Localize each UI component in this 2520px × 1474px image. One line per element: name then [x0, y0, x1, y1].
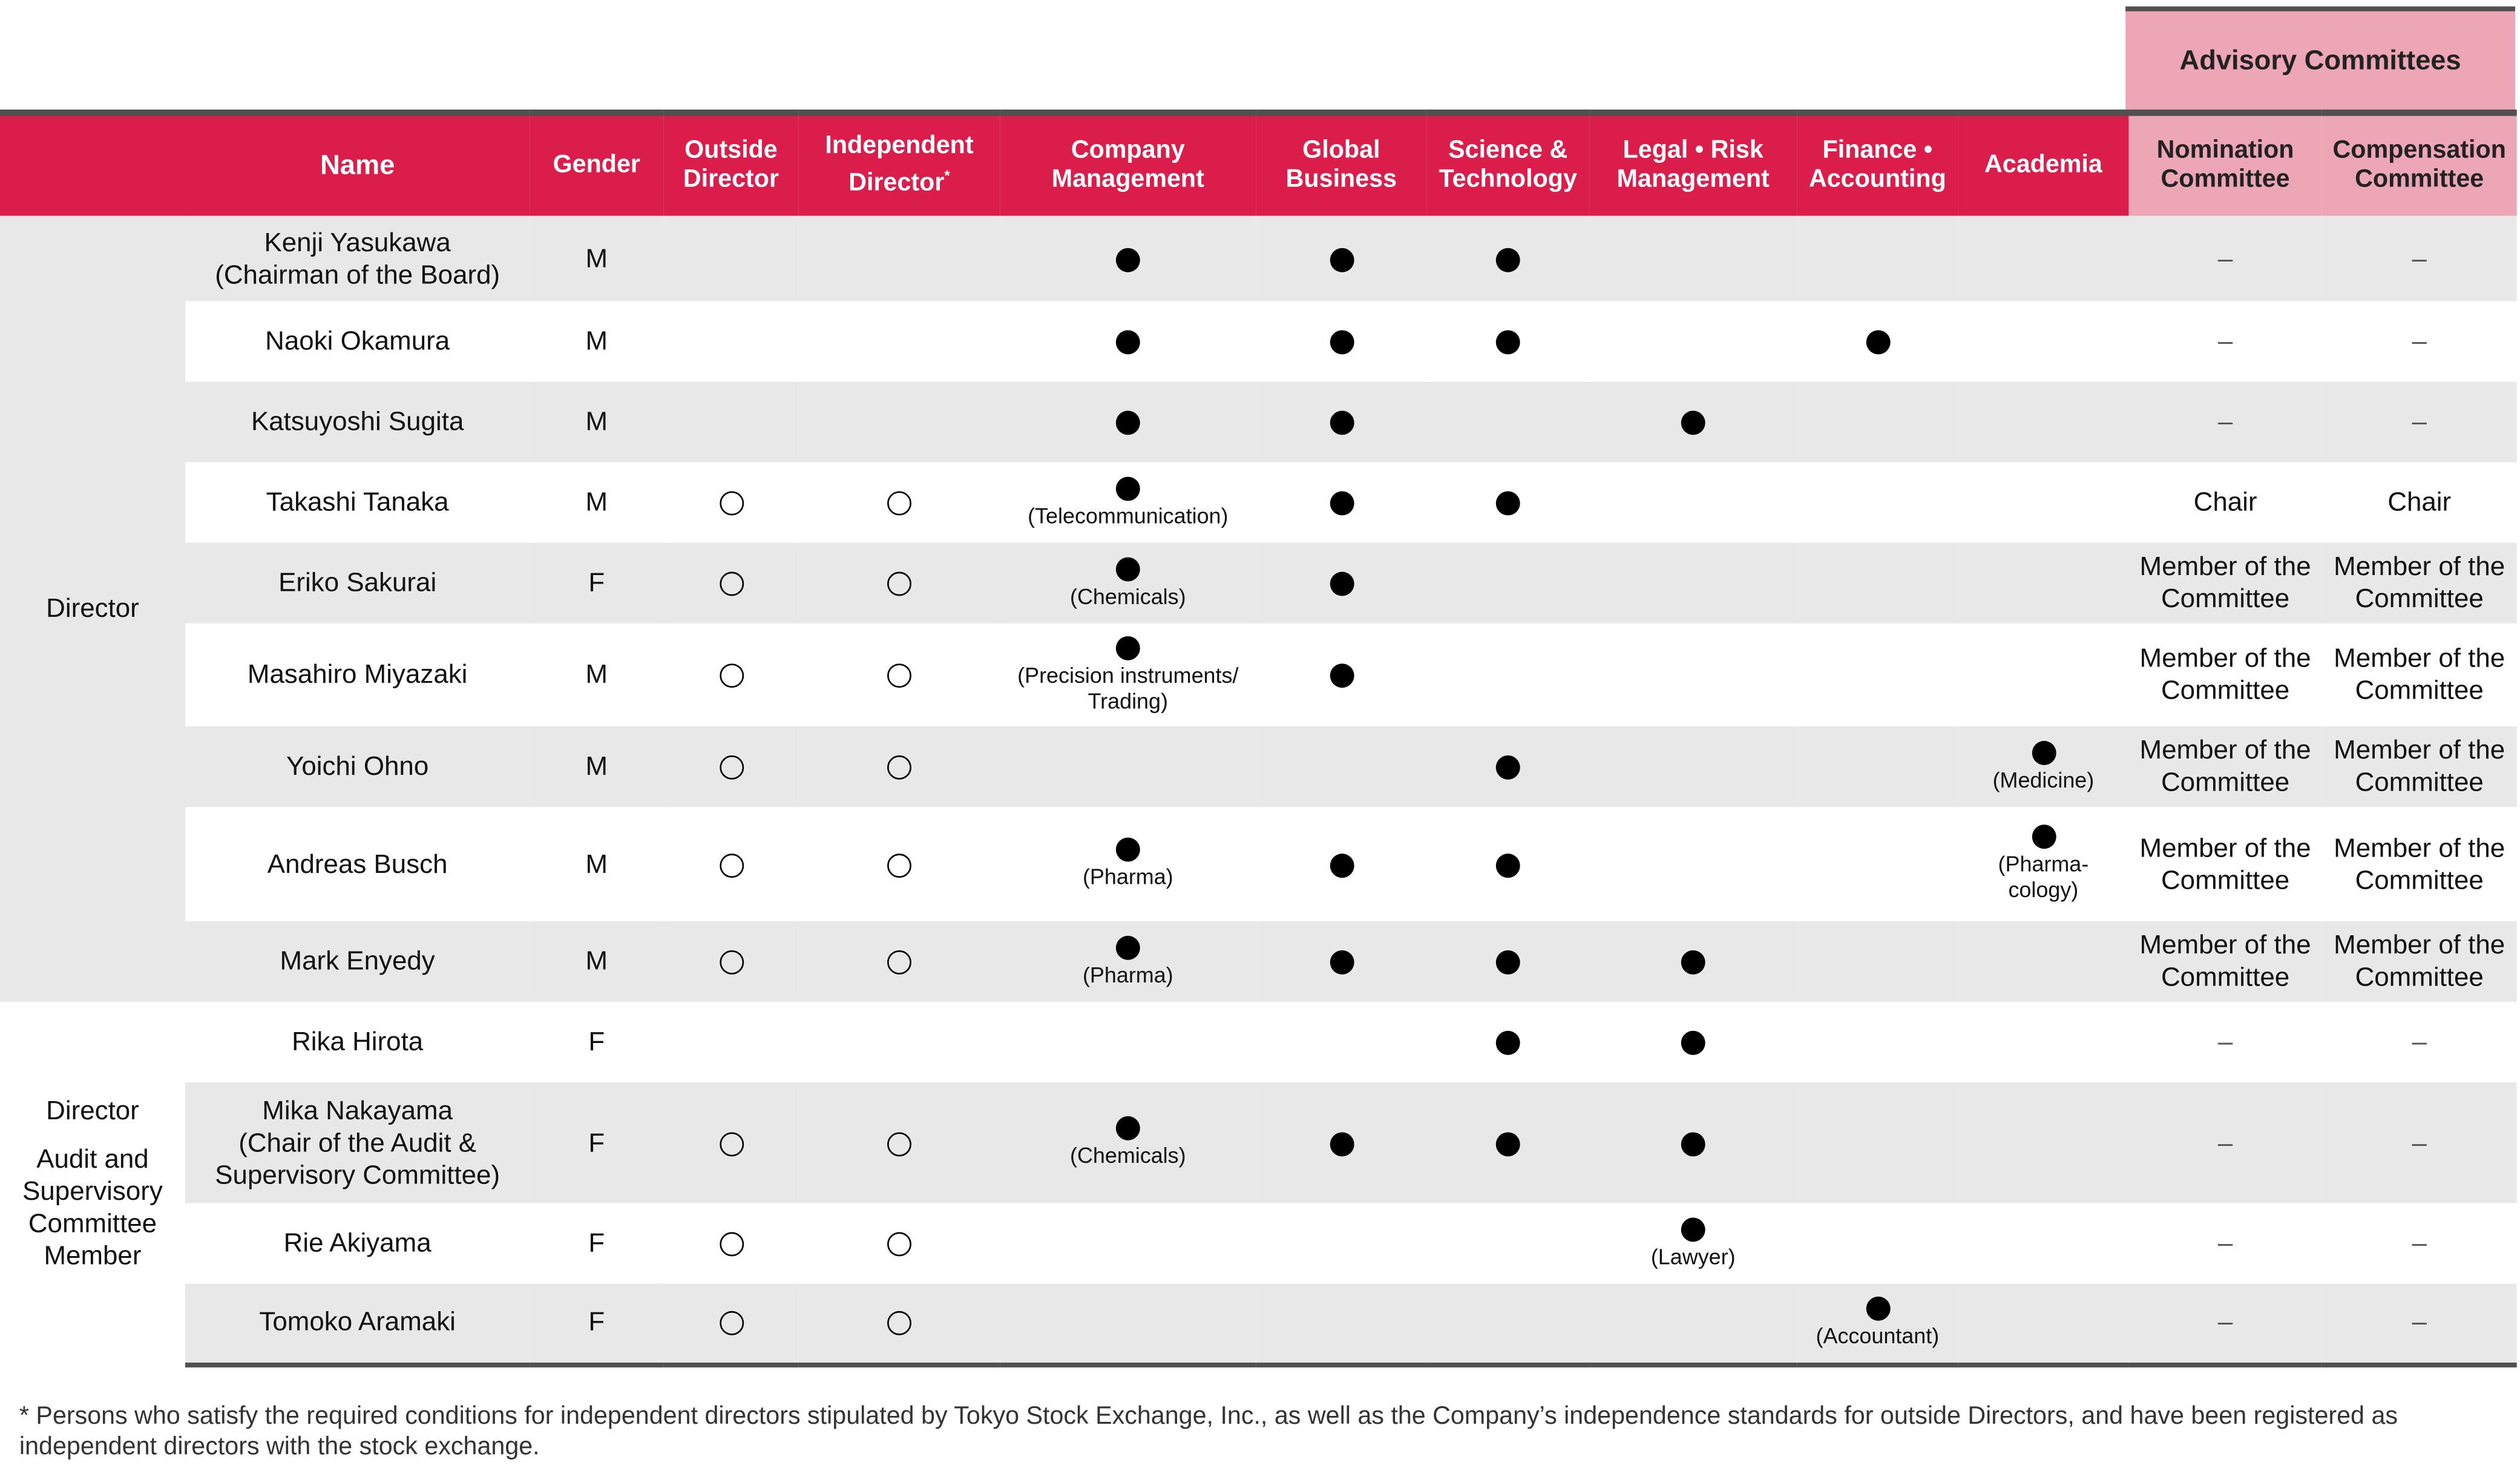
compensation-committee-cell: – [2322, 301, 2517, 382]
global-business-cell [1256, 382, 1426, 462]
compensation-committee-cell: – [2322, 1284, 2517, 1364]
filled-circle-icon [1329, 572, 1353, 596]
academia-cell [1958, 543, 2128, 623]
table-row [0, 462, 2517, 543]
gender-cell: M [530, 726, 663, 807]
independent-director-cell [799, 216, 1000, 301]
science-technology-column-header: Science & Technology [1426, 113, 1589, 216]
global-business-cell [1256, 1284, 1426, 1364]
legal-risk-cell [1589, 623, 1797, 726]
company-management-cell [1000, 726, 1256, 807]
outside-director-cell [663, 462, 798, 543]
finance-accounting-cell [1797, 921, 1958, 1002]
gender-cell: F [530, 543, 663, 623]
open-circle-icon [887, 950, 911, 975]
table-row [0, 301, 2517, 382]
legal-risk-cell [1589, 216, 1797, 301]
compensation-committee-column-header: Compensation Committee [2322, 113, 2517, 216]
category-column-header [0, 113, 185, 216]
outside-director-cell [663, 623, 798, 726]
finance-accounting-cell [1797, 1002, 1958, 1082]
filled-circle-icon [1681, 1031, 1705, 1055]
academia-cell [1958, 623, 2128, 726]
filled-circle-icon [1116, 935, 1140, 959]
global-business-cell [1256, 623, 1426, 726]
table-row [0, 382, 2517, 462]
table-row [0, 543, 2517, 623]
footnote: * Persons who satisfy the required conditions for independent directors stipulated by Tokyo Stock Exchange, Inc., as well as the Company’s independence standards for outside Directors, and have been registered as independent directors with the stock exchange. [19, 1403, 2398, 1461]
table-row [0, 726, 2517, 807]
outside-director-cell [663, 382, 798, 462]
academia-cell [1958, 1203, 2128, 1284]
open-circle-icon [887, 755, 911, 780]
expertise-note: (Pharma) [1082, 962, 1173, 987]
filled-circle-icon [1496, 331, 1520, 355]
gender-cell: M [530, 301, 663, 382]
member-name: Rika Hirota [185, 1002, 530, 1082]
name-column-header: Name [185, 113, 530, 216]
finance-accounting-cell [1797, 726, 1958, 807]
science-technology-cell [1426, 301, 1589, 382]
expertise-note: (Pharma- cology) [1998, 852, 2089, 902]
legal-risk-cell [1589, 462, 1797, 543]
open-circle-icon [887, 1132, 911, 1156]
finance-accounting-cell [1797, 623, 1958, 726]
company-management-cell [1000, 623, 1256, 726]
gender-cell: F [530, 1203, 663, 1284]
expertise-note: (Pharma) [1082, 864, 1173, 889]
outside-director-cell [663, 1082, 798, 1203]
global-business-cell [1256, 216, 1426, 301]
global-business-cell [1256, 1203, 1426, 1284]
open-circle-icon [887, 664, 911, 688]
science-technology-cell [1426, 1203, 1589, 1284]
filled-circle-icon [1681, 1132, 1705, 1156]
company-management-cell [1000, 216, 1256, 301]
science-technology-cell [1426, 726, 1589, 807]
global-business-column-header: Global Business [1256, 113, 1426, 216]
nomination-committee-cell: Member of the Committee [2128, 921, 2321, 1002]
footnote-marker: * [944, 168, 950, 185]
filled-circle-icon [1116, 411, 1140, 435]
science-technology-cell [1426, 1284, 1589, 1364]
legal-risk-cell [1589, 543, 1797, 623]
member-name: Masahiro Miyazaki [185, 623, 530, 726]
independent-director-cell [799, 1002, 1000, 1082]
filled-circle-icon [1116, 331, 1140, 355]
legal-risk-cell [1589, 1002, 1797, 1082]
category-audit-director: Director Audit and Supervisory Committee Member [0, 1002, 185, 1364]
gender-cell: F [530, 1002, 663, 1082]
company-management-cell [1000, 1082, 1256, 1203]
gender-cell: F [530, 1284, 663, 1364]
filled-circle-icon [1116, 556, 1140, 581]
open-circle-icon [719, 853, 743, 877]
member-name: Eriko Sakurai [185, 543, 530, 623]
outside-director-cell [663, 1284, 798, 1364]
academia-cell [1958, 1002, 2128, 1082]
filled-circle-icon [1116, 838, 1140, 862]
filled-circle-icon [1116, 1116, 1140, 1140]
science-technology-cell [1426, 543, 1589, 623]
outside-director-cell [663, 543, 798, 623]
member-name: Mark Enyedy [185, 921, 530, 1002]
filled-circle-icon [1496, 853, 1520, 877]
category-director: Director [0, 216, 185, 1002]
member-name: Mika Nakayama (Chair of the Audit & Supervisory Committee) [185, 1082, 530, 1203]
open-circle-icon [719, 1312, 743, 1336]
nomination-committee-cell: – [2128, 1203, 2321, 1284]
legal-risk-cell [1589, 807, 1797, 921]
academia-cell [1958, 462, 2128, 543]
gender-cell: M [530, 921, 663, 1002]
academia-cell [1958, 1082, 2128, 1203]
nomination-committee-column-header: Nomination Committee [2128, 113, 2321, 216]
independent-director-cell [799, 1203, 1000, 1284]
global-business-cell [1256, 543, 1426, 623]
global-business-cell [1256, 1082, 1426, 1203]
compensation-committee-cell: – [2322, 1203, 2517, 1284]
independent-director-column-header: Independent Director* [799, 113, 1000, 216]
academia-cell [1958, 216, 2128, 301]
member-name: Yoichi Ohno [185, 726, 530, 807]
table-row [0, 807, 2517, 921]
independent-director-cell [799, 726, 1000, 807]
global-business-cell [1256, 726, 1426, 807]
filled-circle-icon [1329, 492, 1353, 516]
academia-cell [1958, 301, 2128, 382]
company-management-cell [1000, 382, 1256, 462]
filled-circle-icon [1865, 331, 1889, 355]
filled-circle-icon [1116, 248, 1140, 272]
table-row [0, 216, 2517, 301]
independent-director-cell [799, 382, 1000, 462]
open-circle-icon [887, 1312, 911, 1336]
compensation-committee-cell: Member of the Committee [2322, 543, 2517, 623]
filled-circle-icon [1496, 755, 1520, 780]
independent-director-cell [799, 543, 1000, 623]
science-technology-cell [1426, 382, 1589, 462]
member-name: Tomoko Aramaki [185, 1284, 530, 1364]
table-row [0, 921, 2517, 1002]
member-name: Katsuyoshi Sugita [185, 382, 530, 462]
compensation-committee-cell: – [2322, 382, 2517, 462]
filled-circle-icon [1865, 1296, 1889, 1320]
nomination-committee-cell: – [2128, 216, 2321, 301]
filled-circle-icon [2031, 824, 2055, 849]
open-circle-icon [887, 572, 911, 596]
gender-cell: M [530, 216, 663, 301]
global-business-cell [1256, 462, 1426, 543]
nomination-committee-cell: Member of the Committee [2128, 543, 2321, 623]
independent-director-cell [799, 1082, 1000, 1203]
company-management-cell [1000, 1284, 1256, 1364]
science-technology-cell [1426, 1002, 1589, 1082]
filled-circle-icon [1329, 1132, 1353, 1156]
member-name: Takashi Tanaka [185, 462, 530, 543]
science-technology-cell [1426, 807, 1589, 921]
outside-director-cell [663, 301, 798, 382]
nomination-committee-cell: – [2128, 382, 2321, 462]
table-row [0, 623, 2517, 726]
open-circle-icon [719, 755, 743, 780]
filled-circle-icon [2031, 740, 2055, 765]
science-technology-cell [1426, 921, 1589, 1002]
filled-circle-icon [1681, 1217, 1705, 1241]
filled-circle-icon [1329, 950, 1353, 975]
filled-circle-icon [1116, 476, 1140, 500]
finance-accounting-cell [1797, 301, 1958, 382]
academia-cell [1958, 382, 2128, 462]
nomination-committee-cell: Member of the Committee [2128, 807, 2321, 921]
company-management-cell [1000, 1002, 1256, 1082]
nomination-committee-cell: Member of the Committee [2128, 623, 2321, 726]
outside-director-cell [663, 1002, 798, 1082]
table-row [0, 1082, 2517, 1203]
filled-circle-icon [1496, 1031, 1520, 1055]
outside-director-cell [663, 807, 798, 921]
expertise-note: (Chemicals) [1069, 584, 1186, 608]
gender-cell: M [530, 382, 663, 462]
independent-director-cell [799, 462, 1000, 543]
independent-director-cell [799, 807, 1000, 921]
compensation-committee-cell: Chair [2322, 462, 2517, 543]
filled-circle-icon [1496, 248, 1520, 272]
academia-cell [1958, 726, 2128, 807]
science-technology-cell [1426, 216, 1589, 301]
nomination-committee-cell: – [2128, 1082, 2321, 1203]
legal-risk-cell [1589, 301, 1797, 382]
member-name: Andreas Busch [185, 807, 530, 921]
member-name: Naoki Okamura [185, 301, 530, 382]
gender-cell: M [530, 623, 663, 726]
compensation-committee-cell: – [2322, 1082, 2517, 1203]
gender-cell: M [530, 462, 663, 543]
global-business-cell [1256, 807, 1426, 921]
nomination-committee-cell: – [2128, 301, 2321, 382]
expertise-note: (Lawyer) [1650, 1244, 1736, 1269]
finance-accounting-cell [1797, 1284, 1958, 1364]
filled-circle-icon [1496, 492, 1520, 516]
company-management-cell [1000, 543, 1256, 623]
company-management-cell [1000, 301, 1256, 382]
table-row [0, 1002, 2517, 1082]
gender-cell: F [530, 1082, 663, 1203]
legal-risk-column-header: Legal • Risk Management [1589, 113, 1797, 216]
finance-accounting-cell [1797, 1203, 1958, 1284]
legal-risk-cell [1589, 382, 1797, 462]
outside-director-cell [663, 726, 798, 807]
compensation-committee-cell: Member of the Committee [2322, 623, 2517, 726]
legal-risk-cell [1589, 1082, 1797, 1203]
independent-director-cell [799, 623, 1000, 726]
nomination-committee-cell: – [2128, 1284, 2321, 1364]
filled-circle-icon [1329, 331, 1353, 355]
filled-circle-icon [1681, 411, 1705, 435]
legal-risk-cell [1589, 726, 1797, 807]
open-circle-icon [887, 853, 911, 877]
advisory-committees-header: Advisory Committees [2125, 7, 2515, 110]
global-business-cell [1256, 301, 1426, 382]
independent-director-cell [799, 921, 1000, 1002]
skills-matrix-table [0, 110, 2517, 1367]
nomination-committee-cell: – [2128, 1002, 2321, 1082]
outside-director-cell [663, 921, 798, 1002]
nomination-committee-cell: Member of the Committee [2128, 726, 2321, 807]
academia-column-header: Academia [1958, 113, 2128, 216]
finance-accounting-cell [1797, 462, 1958, 543]
finance-accounting-cell [1797, 807, 1958, 921]
member-name: Kenji Yasukawa (Chairman of the Board) [185, 216, 530, 301]
member-name: Rie Akiyama [185, 1203, 530, 1284]
independent-director-cell [799, 1284, 1000, 1364]
gender-column-header: Gender [530, 113, 663, 216]
company-management-cell [1000, 462, 1256, 543]
finance-accounting-cell [1797, 216, 1958, 301]
legal-risk-cell [1589, 1284, 1797, 1364]
filled-circle-icon [1329, 853, 1353, 877]
company-management-column-header: Company Management [1000, 113, 1256, 216]
filled-circle-icon [1329, 664, 1353, 688]
compensation-committee-cell: Member of the Committee [2322, 807, 2517, 921]
finance-accounting-column-header: Finance • Accounting [1797, 113, 1958, 216]
open-circle-icon [719, 572, 743, 596]
compensation-committee-cell: – [2322, 1002, 2517, 1082]
compensation-committee-cell: Member of the Committee [2322, 726, 2517, 807]
open-circle-icon [719, 664, 743, 688]
expertise-note: (Chemicals) [1069, 1143, 1186, 1168]
table-row [0, 1284, 2517, 1364]
compensation-committee-cell: – [2322, 216, 2517, 301]
finance-accounting-cell [1797, 1082, 1958, 1203]
open-circle-icon [719, 1232, 743, 1257]
open-circle-icon [719, 1132, 743, 1156]
academia-cell [1958, 921, 2128, 1002]
filled-circle-icon [1681, 950, 1705, 975]
outside-director-column-header: Outside Director [663, 113, 798, 216]
science-technology-cell [1426, 623, 1589, 726]
expertise-note: (Medicine) [1992, 767, 2095, 792]
nomination-committee-cell: Chair [2128, 462, 2321, 543]
company-management-cell [1000, 921, 1256, 1002]
science-technology-cell [1426, 462, 1589, 543]
filled-circle-icon [1329, 248, 1353, 272]
expertise-note: (Accountant) [1816, 1323, 1940, 1348]
outside-director-cell [663, 1203, 798, 1284]
open-circle-icon [887, 492, 911, 516]
header-row [0, 113, 2517, 216]
academia-cell [1958, 1284, 2128, 1364]
global-business-cell [1256, 1002, 1426, 1082]
company-management-cell [1000, 807, 1256, 921]
finance-accounting-cell [1797, 382, 1958, 462]
outside-director-cell [663, 216, 798, 301]
independent-director-cell [799, 301, 1000, 382]
filled-circle-icon [1496, 1132, 1520, 1156]
filled-circle-icon [1116, 636, 1140, 660]
expertise-note: (Telecommunication) [1028, 503, 1229, 528]
table-row [0, 1203, 2517, 1284]
company-management-cell [1000, 1203, 1256, 1284]
expertise-note: (Precision instruments/ Trading) [1017, 662, 1239, 713]
gender-cell: M [530, 807, 663, 921]
finance-accounting-cell [1797, 543, 1958, 623]
legal-risk-cell [1589, 1203, 1797, 1284]
open-circle-icon [719, 950, 743, 975]
science-technology-cell [1426, 1082, 1589, 1203]
filled-circle-icon [1496, 950, 1520, 975]
legal-risk-cell [1589, 921, 1797, 1002]
open-circle-icon [719, 492, 743, 516]
compensation-committee-cell: Member of the Committee [2322, 921, 2517, 1002]
academia-cell [1958, 807, 2128, 921]
open-circle-icon [887, 1232, 911, 1257]
global-business-cell [1256, 921, 1426, 1002]
filled-circle-icon [1329, 411, 1353, 435]
